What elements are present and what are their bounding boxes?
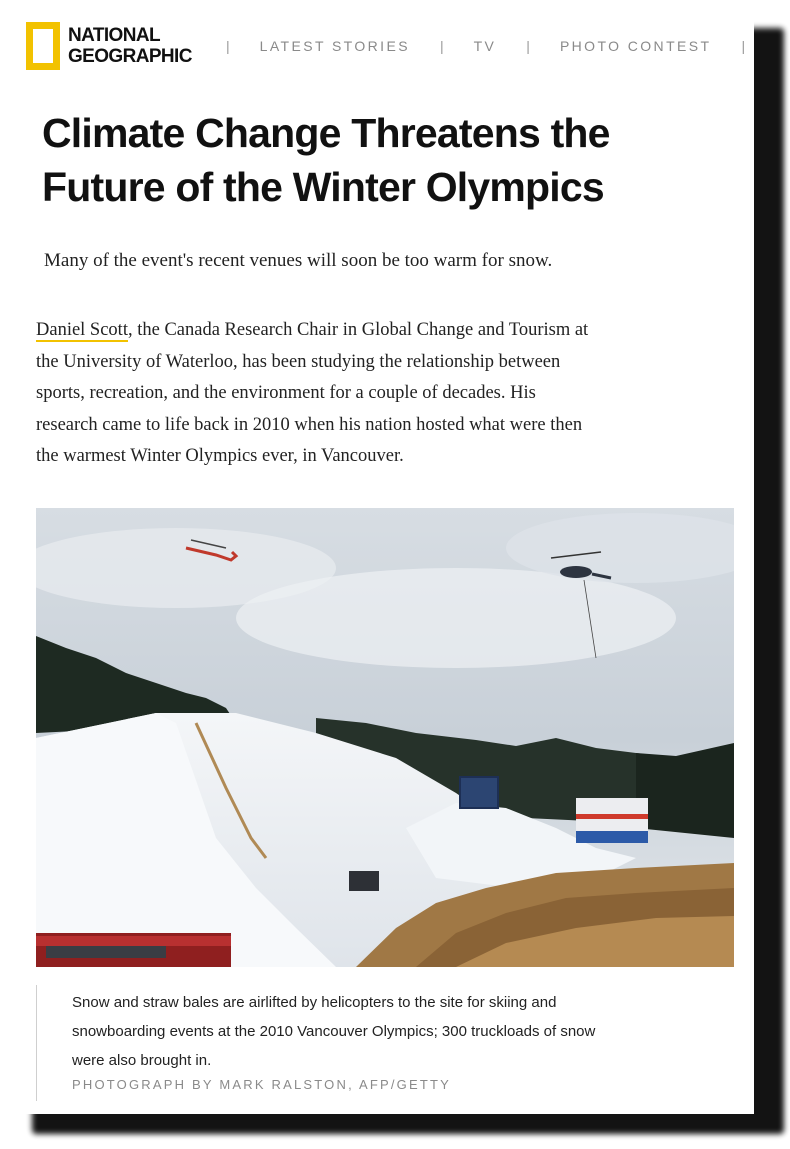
article-body	[36, 315, 726, 473]
photo-caption-block	[36, 985, 726, 1101]
nav-tv[interactable]: TV	[473, 38, 497, 54]
body-line: sports, recreation, and the environment for a couple of decades. His	[36, 383, 536, 403]
caption-line: snowboarding events at the 2010 Vancouver Olympics; 300 truckloads of snow	[72, 1023, 596, 1040]
logo-text	[68, 25, 192, 67]
body-line: the University of Waterloo, has been studying the relationship between	[36, 351, 561, 372]
yellow-border-icon	[26, 22, 60, 70]
article-dek: Many of the event's recent venues will soon be too warm for snow.	[44, 250, 553, 271]
nav-divider: |	[439, 38, 444, 54]
article-headline	[42, 106, 742, 214]
caption-line: were also brought in.	[72, 1052, 212, 1069]
article-page	[16, 10, 754, 1114]
olympic-venue-photo	[36, 508, 734, 967]
nav-divider: |	[526, 38, 530, 54]
logo-line-1: NATIONAL	[68, 25, 160, 46]
body-line: research came to life back in 2010 when his nation hosted what were then	[36, 414, 583, 435]
nav-photo-contest[interactable]: PHOTO CONTEST	[559, 38, 712, 54]
body-line: , the Canada Research Chair in Global Change and Tourism at	[127, 320, 589, 340]
article-photo[interactable]	[36, 508, 734, 967]
caption-line: Snow and straw bales are airlifted by helicopters to the site for skiing and	[72, 994, 557, 1011]
nav-latest-stories[interactable]: LATEST STORIES	[259, 38, 410, 54]
nav-divider: |	[226, 38, 230, 54]
headline-line-1: Climate Change Threatens the	[42, 110, 610, 156]
author-link[interactable]: Daniel Scott	[36, 320, 128, 340]
headline-line-2: Future of the Winter Olympics	[42, 164, 604, 210]
logo-line-2: GEOGRAPHIC	[68, 46, 192, 67]
nav-divider: |	[741, 38, 746, 54]
natgeo-logo[interactable]	[26, 22, 192, 70]
top-nav	[226, 38, 745, 54]
body-line: the warmest Winter Olympics ever, in Vancouver.	[36, 446, 404, 466]
photo-credit: PHOTOGRAPH BY MARK RALSTON, AFP/GETTY	[72, 1077, 452, 1092]
photo-caption	[72, 988, 726, 1075]
